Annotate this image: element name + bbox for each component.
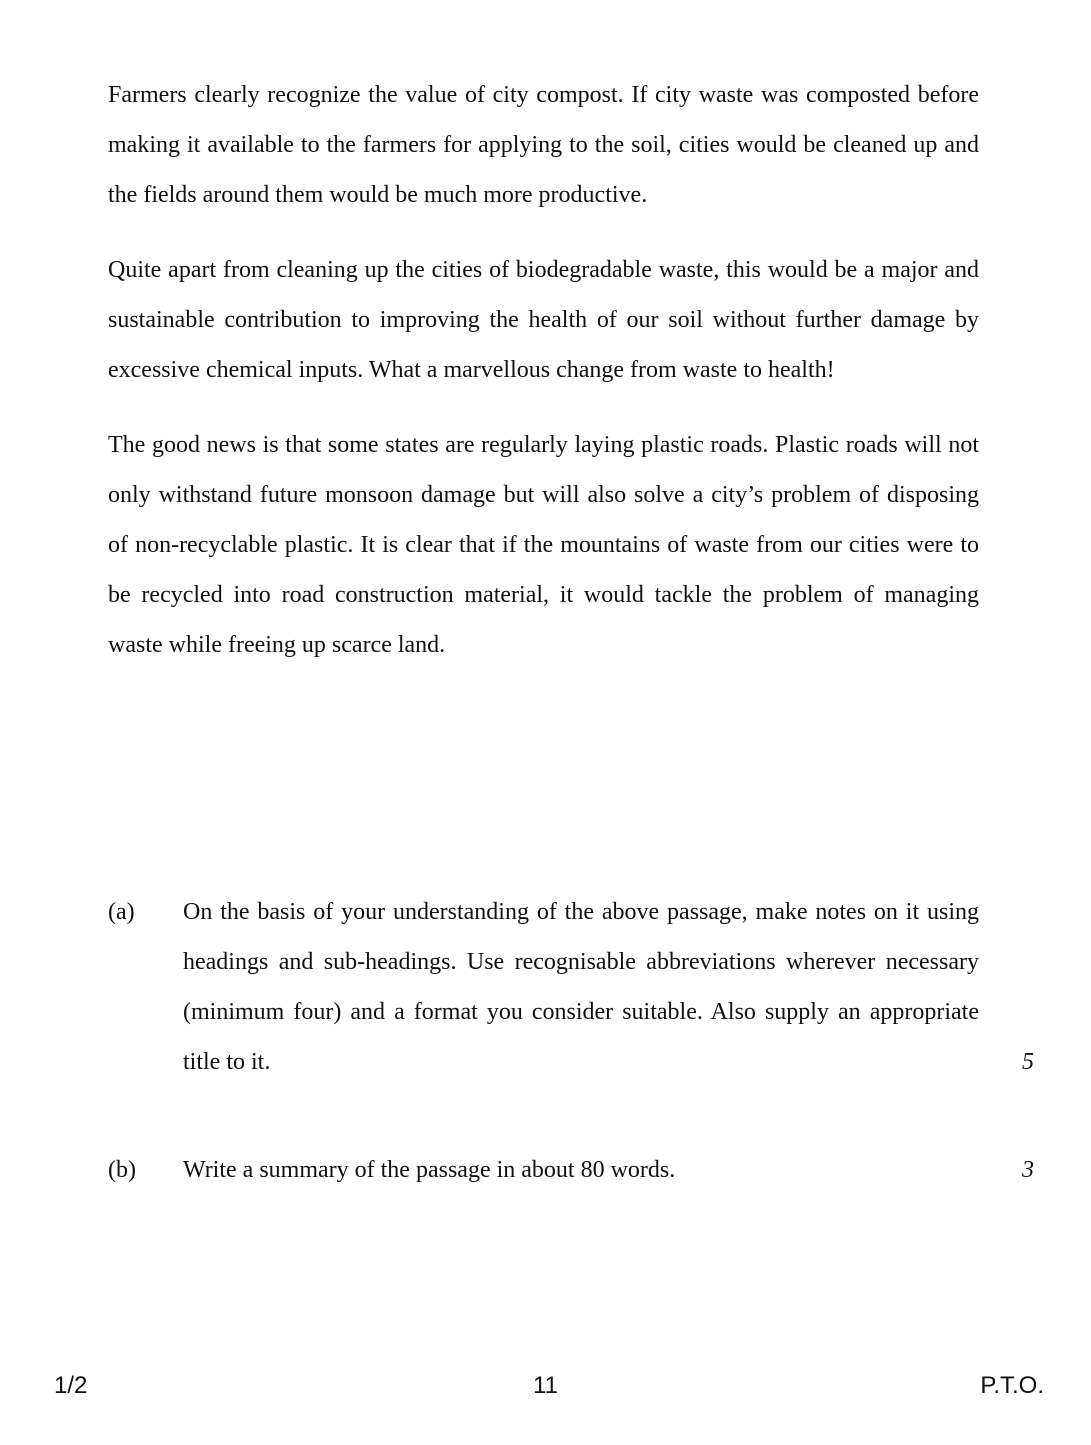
question-b-text: Write a summary of the passage in about 80 words.: [183, 1157, 676, 1183]
page-number: 11: [533, 1372, 558, 1399]
footer-pto: P.T.O.: [980, 1372, 1044, 1399]
question-a-marks: 5: [1022, 1049, 1034, 1075]
question-b: [108, 1145, 1048, 1195]
question-a: [108, 887, 1048, 1087]
question-b-marks: 3: [1022, 1157, 1034, 1183]
question-list: [108, 887, 1048, 1195]
passage-paragraph-2: Quite apart from cleaning up the cities of biodegradable waste, this would be a major and sustainable contribution to improving the health of our soil without further damage by excessive chemical inputs. What a marvellous change from waste to health!: [108, 257, 979, 383]
passage-paragraph-1: Farmers clearly recognize the value of city compost. If city waste was composted before making it available to the farmers for applying to the soil, cities would be cleaned up and the fields around them would be much more productive.: [108, 82, 979, 208]
passage-paragraph-3: The good news is that some states are regularly laying plastic roads. Plastic roads will not only withstand future monsoon damage but will also solve a city’s problem of disposing of non-recyclable plastic. It is clear that if the mountains of waste from our cities were to be recycled into road construction material, it would tackle the problem of managing waste while freeing up scarce land.: [108, 432, 979, 658]
reading-passage: [108, 70, 979, 695]
question-a-text: On the basis of your understanding of the above passage, make notes on it using headings and sub-headings. Use recognisable abbreviations wherever necessary (minimum four) and a format you consider suitable. Also supply an appropriate title to it.: [183, 899, 979, 1075]
page-footer: [0, 1372, 1091, 1412]
question-a-label: (a): [108, 899, 135, 925]
question-b-label: (b): [108, 1157, 136, 1183]
footer-set-code: 1/2: [54, 1372, 88, 1399]
